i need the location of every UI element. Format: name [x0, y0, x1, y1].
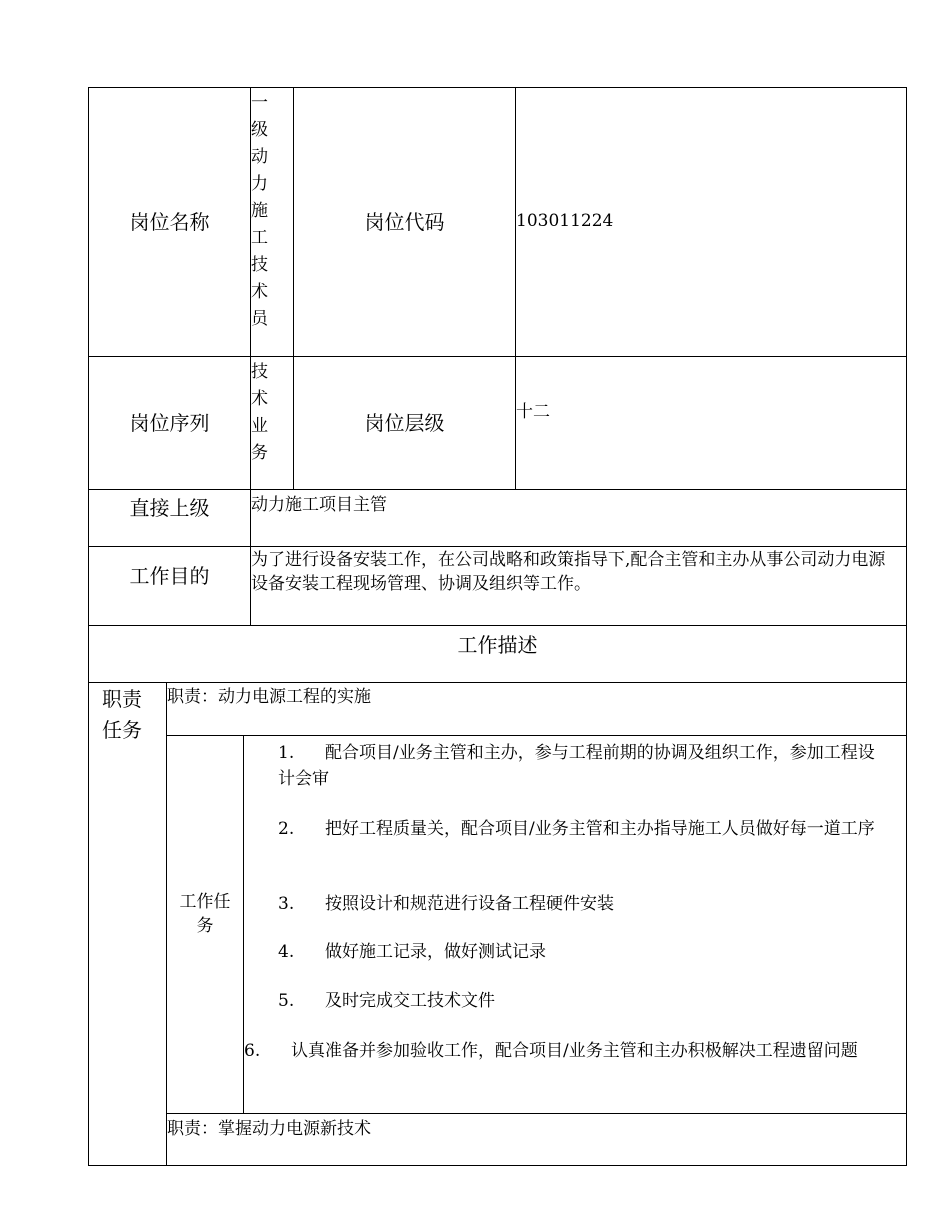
work-description-title: 工作描述: [457, 633, 538, 657]
position-code-value: 103011224: [516, 211, 614, 232]
list-item: [278, 988, 890, 1014]
task-number: 3.: [278, 894, 295, 914]
task-number: 5.: [278, 991, 295, 1011]
task-label-text: 工作任务: [179, 892, 231, 936]
task-text: 及时完成交工技术文件: [325, 991, 495, 1011]
work-purpose-label: 工作目的: [129, 564, 210, 588]
task-text: 配合项目/业务主管和主办，参与工程前期的协调及组织工作，参加工程设计会审: [278, 743, 875, 790]
position-name-label: 岗位名称: [129, 210, 210, 234]
task-list: [244, 736, 906, 1113]
direct-superior-label: 直接上级: [129, 496, 210, 520]
task-number: 1.: [278, 743, 295, 763]
list-item: [278, 740, 890, 793]
duties-label: 职责任务: [102, 687, 142, 742]
task-number: 6.: [244, 1041, 261, 1061]
position-name-value: 一级动力施工技术员: [251, 93, 268, 329]
task-label: [167, 736, 243, 1092]
work-purpose-value: 为了进行设备安装工作，在公司战略和政策指导下,配合主管和主办从事公司动力电源设备安装工程现场管理、协调及组织等工作。: [251, 550, 886, 594]
duty-1-title: 职责：动力电源工程的实施: [167, 687, 371, 707]
list-item: [278, 816, 890, 842]
task-text: 按照设计和规范进行设备工程硬件安装: [325, 894, 614, 914]
list-item: [244, 1038, 896, 1064]
list-item: [278, 939, 890, 965]
list-item: [278, 891, 890, 917]
task-text: 认真准备并参加验收工作，配合项目/业务主管和主办积极解决工程遗留问题: [291, 1041, 858, 1061]
position-code-label: 岗位代码: [364, 210, 445, 234]
duty-2-title: 职责：掌握动力电源新技术: [167, 1119, 371, 1139]
position-sequence-label: 岗位序列: [129, 411, 210, 435]
position-sequence-value: 技术业务: [251, 362, 268, 463]
task-text: 把好工程质量关，配合项目/业务主管和主办指导施工人员做好每一道工序: [325, 819, 875, 839]
task-number: 2.: [278, 819, 295, 839]
direct-superior-value: 动力施工项目主管: [251, 495, 387, 515]
position-level-label: 岗位层级: [364, 411, 445, 435]
position-level-value: 十二: [516, 402, 550, 423]
task-number: 4.: [278, 942, 295, 962]
task-text: 做好施工记录，做好测试记录: [325, 942, 546, 962]
